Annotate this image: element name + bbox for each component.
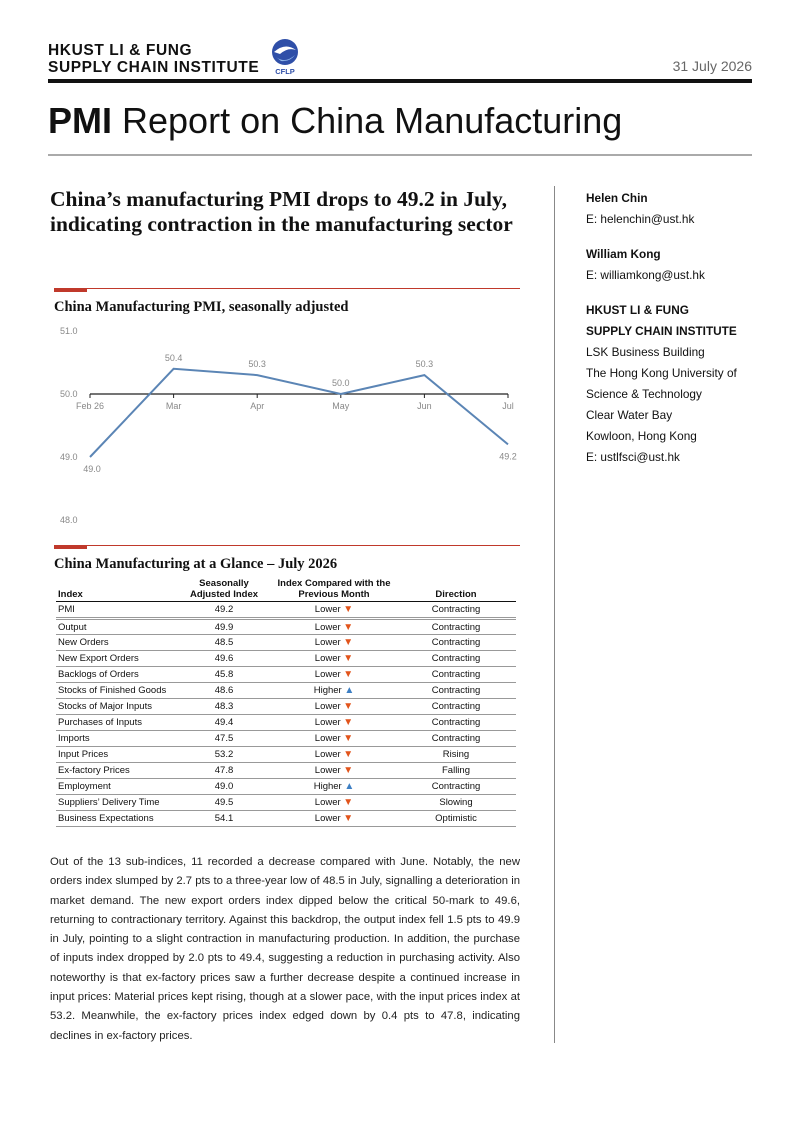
row-direction: Contracting (396, 635, 516, 651)
x-tick-label: Mar (165, 401, 182, 411)
table-row (56, 651, 516, 667)
down-arrow-icon: ▼ (343, 621, 354, 633)
contact-name: Helen Chin (586, 191, 648, 205)
table-row (56, 779, 516, 795)
report-title (48, 100, 622, 142)
column-divider (554, 186, 555, 1043)
section-rule (54, 288, 520, 289)
table-row (56, 683, 516, 699)
pmi-line-chart (48, 318, 530, 540)
up-arrow-icon: ▲ (344, 781, 355, 792)
data-label: 49.2 (499, 451, 517, 462)
x-tick-label: Jun (417, 401, 432, 411)
table-row (56, 715, 516, 731)
table-row (56, 619, 516, 635)
row-compare: Higher ▲ (272, 683, 396, 699)
row-index-name: Input Prices (56, 747, 176, 763)
contact-name: William Kong (586, 247, 661, 261)
row-value: 49.9 (176, 619, 272, 635)
report-title-bold: PMI (48, 100, 113, 141)
row-direction: Contracting (396, 731, 516, 747)
row-direction: Optimistic (396, 811, 516, 827)
contact-email[interactable]: E: helenchin@ust.hk (586, 212, 695, 226)
address-line: Clear Water Bay (586, 408, 673, 422)
row-compare: Lower ▼ (272, 619, 396, 635)
header-seasonally-adjusted: Seasonally Adjusted Index (189, 578, 259, 600)
y-tick-label: 50.0 (60, 389, 78, 399)
x-tick-label: Apr (250, 401, 265, 411)
institute-name (48, 42, 259, 76)
down-arrow-icon: ▼ (343, 749, 354, 760)
row-compare: Lower ▼ (272, 763, 396, 779)
row-index-name: New Orders (56, 635, 176, 651)
row-compare: Lower ▼ (272, 602, 396, 619)
data-label: 50.0 (332, 378, 350, 388)
row-value: 45.8 (176, 667, 272, 683)
row-direction: Contracting (396, 779, 516, 795)
data-label: 50.4 (164, 352, 183, 363)
row-compare: Lower ▼ (272, 747, 396, 763)
row-direction: Rising (396, 747, 516, 763)
report-title-rest: Report on China Manufacturing (112, 100, 623, 141)
down-arrow-icon: ▼ (343, 765, 354, 776)
pmi-series-line (90, 369, 508, 457)
report-date: 31 July 2026 (672, 58, 752, 74)
body-paragraph: Out of the 13 sub-indices, 11 recorded a decrease compared with June. Notably, the new orders index slumped by 2.7 pts to a three-year low of 48.5 in July, signalling a deterioration in market demand. The new export orders index dipped below the critical 50-mark to 49.6, returning to contractionary territory. Against this backdrop, the output index fell 1.5 pts to 49.9 in July, pointing to a slight contraction in manufacturing production. In addition, the purchase of inputs index dropped by 2.0 pts to 49.4, suggesting a reduction in purchasing activity. Also noteworthy is that ex-factory prices saw a further decrease despite a continued increase in input prices: Material prices kept rising, though at a slower pace, with the input prices index at 53.2. Meanwhile, the ex-factory prices index edged down by 0.4 pts to 47.8, indicating declines in ex-factory prices. (50, 856, 520, 1042)
row-index-name: Stocks of Major Inputs (56, 699, 176, 715)
up-arrow-icon: ▲ (344, 685, 355, 696)
address-line: LSK Business Building (586, 345, 705, 359)
row-direction: Slowing (396, 795, 516, 811)
down-arrow-icon: ▼ (343, 604, 354, 615)
row-index-name: Purchases of Inputs (56, 715, 176, 731)
x-tick-label: Feb 26 (75, 401, 105, 411)
row-value: 49.5 (176, 795, 272, 811)
down-arrow-icon: ▼ (343, 669, 354, 680)
row-value: 47.5 (176, 731, 272, 747)
table-header-row (56, 578, 516, 602)
row-index-name: Backlogs of Orders (56, 667, 176, 683)
row-index-name: Suppliers’ Delivery Time (56, 795, 176, 811)
row-compare: Lower ▼ (272, 699, 396, 715)
data-label: 50.3 (248, 359, 266, 370)
data-label: 50.3 (415, 359, 434, 370)
section-rule (54, 545, 520, 546)
cflp-logo (266, 38, 304, 76)
row-index-name: Output (56, 619, 176, 635)
table-row (56, 699, 516, 715)
row-value: 48.5 (176, 635, 272, 651)
row-compare: Lower ▼ (272, 731, 396, 747)
x-tick-label: May (332, 401, 350, 411)
y-tick-label: 48.0 (60, 515, 78, 525)
institute-name-line2: SUPPLY CHAIN INSTITUTE (48, 59, 260, 76)
row-index-name: Business Expectations (56, 811, 176, 827)
down-arrow-icon: ▼ (343, 717, 354, 728)
row-direction: Contracting (396, 683, 516, 699)
headline: China’s manufacturing PMI drops to 49.2 in July, indicating contraction in the manufacturing sector (50, 187, 513, 236)
row-compare: Lower ▼ (272, 715, 396, 731)
row-direction: Contracting (396, 619, 516, 635)
row-direction: Contracting (396, 602, 516, 619)
row-value: 48.3 (176, 699, 272, 715)
row-value: 54.1 (176, 811, 272, 827)
header-index: Index (58, 589, 83, 600)
row-direction: Contracting (396, 699, 516, 715)
row-direction: Contracting (396, 651, 516, 667)
down-arrow-icon: ▼ (343, 733, 354, 744)
row-index-name: Employment (56, 779, 176, 795)
row-compare: Higher ▲ (272, 779, 396, 795)
y-tick-label: 49.0 (60, 452, 78, 462)
table-row (56, 635, 516, 651)
row-direction: Contracting (396, 715, 516, 731)
contact-org-line1: HKUST LI & FUNG (586, 303, 689, 317)
down-arrow-icon: ▼ (343, 813, 354, 824)
row-direction: Falling (396, 763, 516, 779)
glance-title: China Manufacturing at a Glance – July 2026 (54, 556, 338, 572)
header-direction: Direction (435, 589, 477, 600)
address-line: Science & Technology (586, 387, 702, 401)
header-compared: Index Compared with the Previous Month (277, 578, 391, 600)
section-rule-accent (54, 545, 87, 549)
row-value: 49.2 (176, 602, 272, 619)
row-value: 48.6 (176, 683, 272, 699)
row-index-name: Stocks of Finished Goods (56, 683, 176, 699)
row-value: 53.2 (176, 747, 272, 763)
row-index-name: Ex-factory Prices (56, 763, 176, 779)
row-compare: Lower ▼ (272, 811, 396, 827)
y-tick-label: 51.0 (60, 326, 78, 336)
down-arrow-icon: ▼ (343, 797, 354, 808)
table-row (56, 795, 516, 811)
down-arrow-icon: ▼ (343, 637, 354, 648)
glance-table (56, 578, 516, 827)
table-row (56, 763, 516, 779)
address-line: The Hong Kong University of (586, 366, 737, 380)
down-arrow-icon: ▼ (343, 653, 354, 664)
row-index-name: New Export Orders (56, 651, 176, 667)
title-rule (48, 154, 752, 156)
table-row (56, 602, 516, 619)
table-row (56, 731, 516, 747)
row-direction: Contracting (396, 667, 516, 683)
x-tick-label: Jul (502, 401, 514, 411)
down-arrow-icon: ▼ (343, 701, 354, 712)
data-label: 49.0 (83, 464, 101, 474)
row-compare: Lower ▼ (272, 795, 396, 811)
address-line: Kowloon, Hong Kong (586, 429, 697, 443)
contact-panel (586, 188, 776, 468)
chart-title: China Manufacturing PMI, seasonally adjusted (54, 299, 349, 315)
logo-text: CFLP (275, 67, 295, 76)
row-value: 49.4 (176, 715, 272, 731)
institute-name-line1: HKUST LI & FUNG (48, 42, 193, 59)
row-compare: Lower ▼ (272, 667, 396, 683)
top-rule (48, 79, 752, 83)
row-value: 49.6 (176, 651, 272, 667)
contact-org-line2: SUPPLY CHAIN INSTITUTE (586, 324, 737, 338)
row-value: 47.8 (176, 763, 272, 779)
table-row (56, 811, 516, 827)
section-rule-accent (54, 288, 87, 292)
table-row (56, 747, 516, 763)
row-compare: Lower ▼ (272, 651, 396, 667)
table-row (56, 667, 516, 683)
row-compare: Lower ▼ (272, 635, 396, 651)
contact-email[interactable]: E: williamkong@ust.hk (586, 268, 705, 282)
contact-email[interactable]: E: ustlfsci@ust.hk (586, 450, 680, 464)
row-value: 49.0 (176, 779, 272, 795)
row-index-name: PMI (56, 602, 176, 619)
row-index-name: Imports (56, 731, 176, 747)
